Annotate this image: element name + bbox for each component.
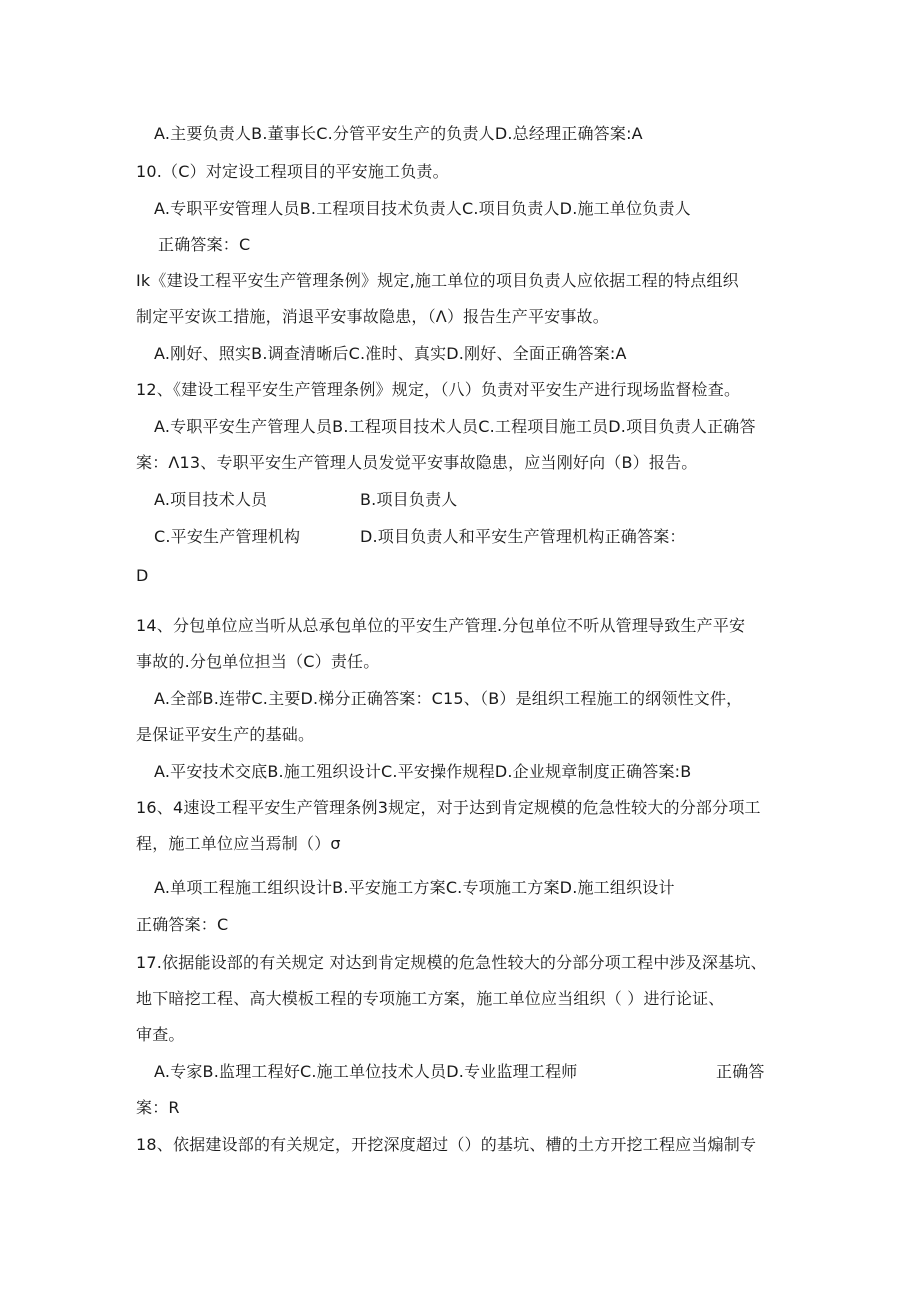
question-17-line1: 17.依据能设部的有关规定 对达到肯定规模的危急性较大的分部分项工程中涉及深基坑、 xyxy=(136,953,767,972)
answer-options-q12-line1: A.专职平安生产管理人员B.工程项目技术人员C.工程项目施工员D.项目负责人正确答 xyxy=(154,417,756,436)
question-17-line3: 审查。 xyxy=(136,1025,185,1044)
question-12: 12、《建设工程平安生产管理条例》规定，（八）负责对平安生产进行现场监督检查。 xyxy=(136,380,741,399)
answer-options-q15: A.平安技术交底B.施工殂织设计C.平安操作规程D.企业规章制度正确答案:B xyxy=(154,762,692,781)
question-16-line2: 程，施工单位应当焉制（）σ xyxy=(136,834,341,853)
correct-answer-q16: 正确答案：C xyxy=(136,915,229,934)
question-16-line1: 16、4速设工程平安生产管理条例3规定，对于达到肯定规模的危急性较大的分部分项工 xyxy=(136,798,761,817)
question-14-line2: 事故的.分包单位担当（C）责任。 xyxy=(136,652,380,671)
question-17-line2: 地下暗挖工程、高大模板工程的专项施工方案，施工单位应当组织（ ）进行论证、 xyxy=(136,989,725,1008)
answer-options-q14: A.全部B.连带C.主要D.梯分正确答案：C15、（B）是组织工程施工的纲领性文件， xyxy=(154,689,743,708)
correct-answer-q13: D xyxy=(136,566,149,585)
answer-options-q12-line2: 案：Λ13、专职平安生产管理人员发觉平安事故隐患，应当刚好向（B）报告。 xyxy=(136,453,698,472)
option-13-b: B.项目负责人 xyxy=(360,490,458,509)
answer-options-q17: A.专家B.监理工程好C.施工单位技术人员D.专业监理工程师 xyxy=(154,1062,578,1081)
question-11-line1: Ik《建设工程平安生产管理条例》规定,施工单位的项目负责人应依据工程的特点组织 xyxy=(136,271,739,290)
answer-options-q11: A.刚好、照实B.调查清晰后C.准时、真实D.刚好、全面正确答案:A xyxy=(154,344,627,363)
correct-answer-q10: 正确答案：C xyxy=(158,235,251,254)
answer-options-q9: A.主要负责人B.董事长C.分管平安生产的负责人D.总经理正确答案:A xyxy=(154,124,643,143)
option-13-c: C.平安生产管理机构 xyxy=(154,527,301,546)
question-15-line2: 是保证平安生产的基础。 xyxy=(136,725,315,744)
question-14-line1: 14、分包单位应当听从总承包单位的平安生产管理.分包单位不听从管理导致生产平安 xyxy=(136,616,746,635)
question-11-line2: 制定平安诙工措施，消退平安事故隐患，（Λ）报告生产平安事故。 xyxy=(136,307,609,326)
answer-options-q16: A.单项工程施工组织设计B.平安施工方案C.专项施工方案D.施工组织设计 xyxy=(154,878,675,897)
correct-answer-q17: 案：R xyxy=(136,1098,180,1117)
option-13-d: D.项目负责人和平安生产管理机构正确答案： xyxy=(360,527,686,546)
answer-options-q10: A.专职平安管理人员B.工程项目技术负责人C.项目负责人D.施工单位负责人 xyxy=(154,199,691,218)
question-18-line1: 18、依据建设部的有关规定，开挖深度超过（）的基坑、槽的土方开挖工程应当煽制专 xyxy=(136,1135,757,1154)
correct-answer-label-q17: 正确答 xyxy=(716,1062,765,1081)
option-13-a: A.项目技术人员 xyxy=(154,490,268,509)
question-10: 10.（C）对定设工程项目的平安施工负责。 xyxy=(136,162,449,181)
